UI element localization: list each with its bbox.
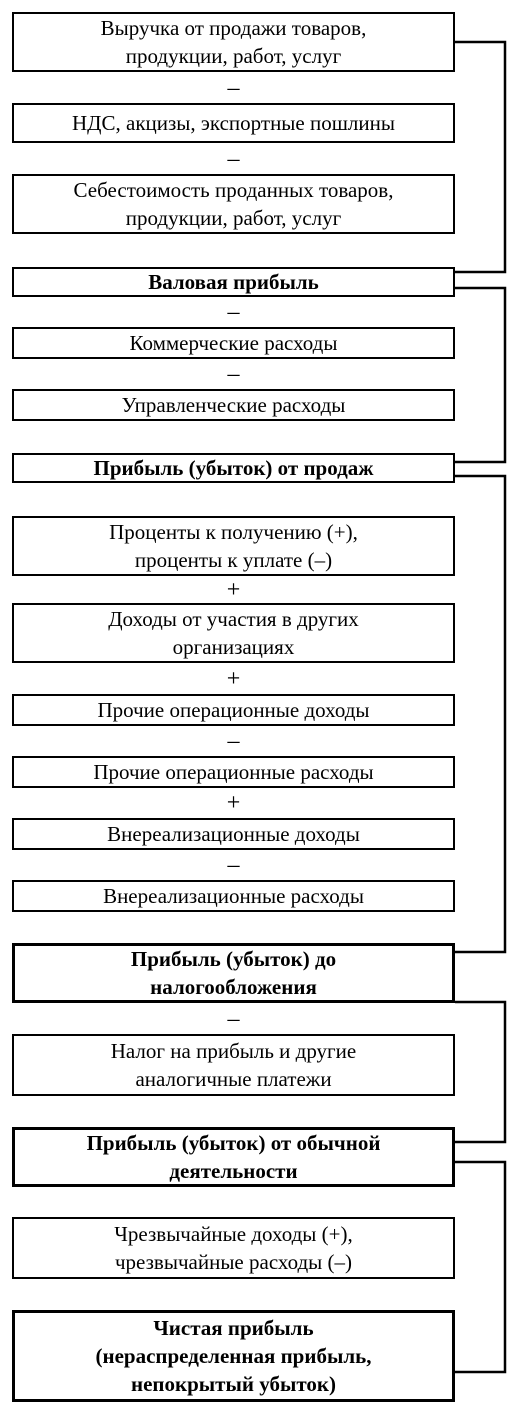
- minus-operator: [12, 76, 455, 100]
- minus-operator: [12, 1007, 455, 1031]
- sales-profit-label: Прибыль (убыток) от продаж: [93, 456, 374, 480]
- other-operating-income-box: [12, 694, 455, 726]
- other-operating-income-label: Прочие операционные доходы: [97, 698, 370, 722]
- operator-3: –: [227, 299, 240, 325]
- operator-4: –: [227, 361, 240, 387]
- minus-operator: [12, 300, 455, 324]
- ordinary-profit-label: Прибыль (убыток) от обычной деятельности: [86, 1131, 381, 1183]
- connector-gross-profit: [455, 42, 505, 272]
- nonoperating-income-label: Внереализационные доходы: [107, 822, 360, 846]
- extraordinary-label: Чрезвычайные доходы (+), чрезвычайные расходы (–): [114, 1222, 353, 1274]
- gross-profit-label: Валовая прибыль: [148, 270, 319, 294]
- interest-label: Проценты к получению (+), проценты к уплате (–): [109, 520, 358, 572]
- nonoperating-expense-box: [12, 880, 455, 912]
- income-tax-label: Налог на прибыль и другие аналогичные платежи: [110, 1039, 357, 1091]
- extraordinary-box: [12, 1217, 455, 1279]
- gross-profit-box: [12, 267, 455, 297]
- operator-1: –: [227, 75, 240, 101]
- operator-7: –: [227, 728, 240, 754]
- connector-net-profit: [455, 1162, 505, 1372]
- nonoperating-income-box: [12, 818, 455, 850]
- minus-operator: [12, 362, 455, 386]
- admin-expenses-label: Управленческие расходы: [121, 393, 346, 417]
- other-operating-expense-label: Прочие операционные расходы: [93, 760, 374, 784]
- minus-operator: [12, 853, 455, 877]
- interest-box: [12, 516, 455, 576]
- commercial-expenses-label: Коммерческие расходы: [129, 331, 338, 355]
- net-profit-box: [12, 1310, 455, 1402]
- operator-9: –: [227, 852, 240, 878]
- plus-operator: [12, 791, 455, 815]
- cost-box: [12, 174, 455, 234]
- cost-label: Себестоимость проданных товаров, продукции, работ, услуг: [73, 178, 394, 230]
- revenue-label: Выручка от продажи товаров, продукции, работ, услуг: [100, 16, 367, 68]
- net-profit-label: Чистая прибыль (нераспределенная прибыль, непокрытый убыток): [95, 1316, 372, 1396]
- plus-operator: [12, 667, 455, 691]
- minus-operator: [12, 729, 455, 753]
- minus-operator: [12, 147, 455, 171]
- operator-10: –: [227, 1006, 240, 1032]
- connector-pretax-profit: [455, 476, 505, 952]
- connector-sales-profit: [455, 288, 505, 462]
- plus-operator: [12, 578, 455, 602]
- operator-6: +: [226, 666, 241, 692]
- participation-income-box: [12, 603, 455, 663]
- pretax-profit-box: [12, 943, 455, 1003]
- sales-profit-box: [12, 453, 455, 483]
- income-tax-box: [12, 1034, 455, 1096]
- commercial-expenses-box: [12, 327, 455, 359]
- vat-label: НДС, акцизы, экспортные пошлины: [72, 111, 395, 135]
- ordinary-profit-box: [12, 1127, 455, 1187]
- participation-income-label: Доходы от участия в других организациях: [108, 607, 359, 659]
- other-operating-expense-box: [12, 756, 455, 788]
- admin-expenses-box: [12, 389, 455, 421]
- connector-ordinary-profit: [455, 1002, 505, 1142]
- nonoperating-expense-label: Внереализационные расходы: [103, 884, 364, 908]
- operator-5: +: [226, 577, 241, 603]
- pretax-profit-label: Прибыль (убыток) до налогообложения: [130, 947, 337, 999]
- vat-box: [12, 103, 455, 143]
- operator-8: +: [226, 790, 241, 816]
- operator-2: –: [227, 146, 240, 172]
- revenue-box: [12, 12, 455, 72]
